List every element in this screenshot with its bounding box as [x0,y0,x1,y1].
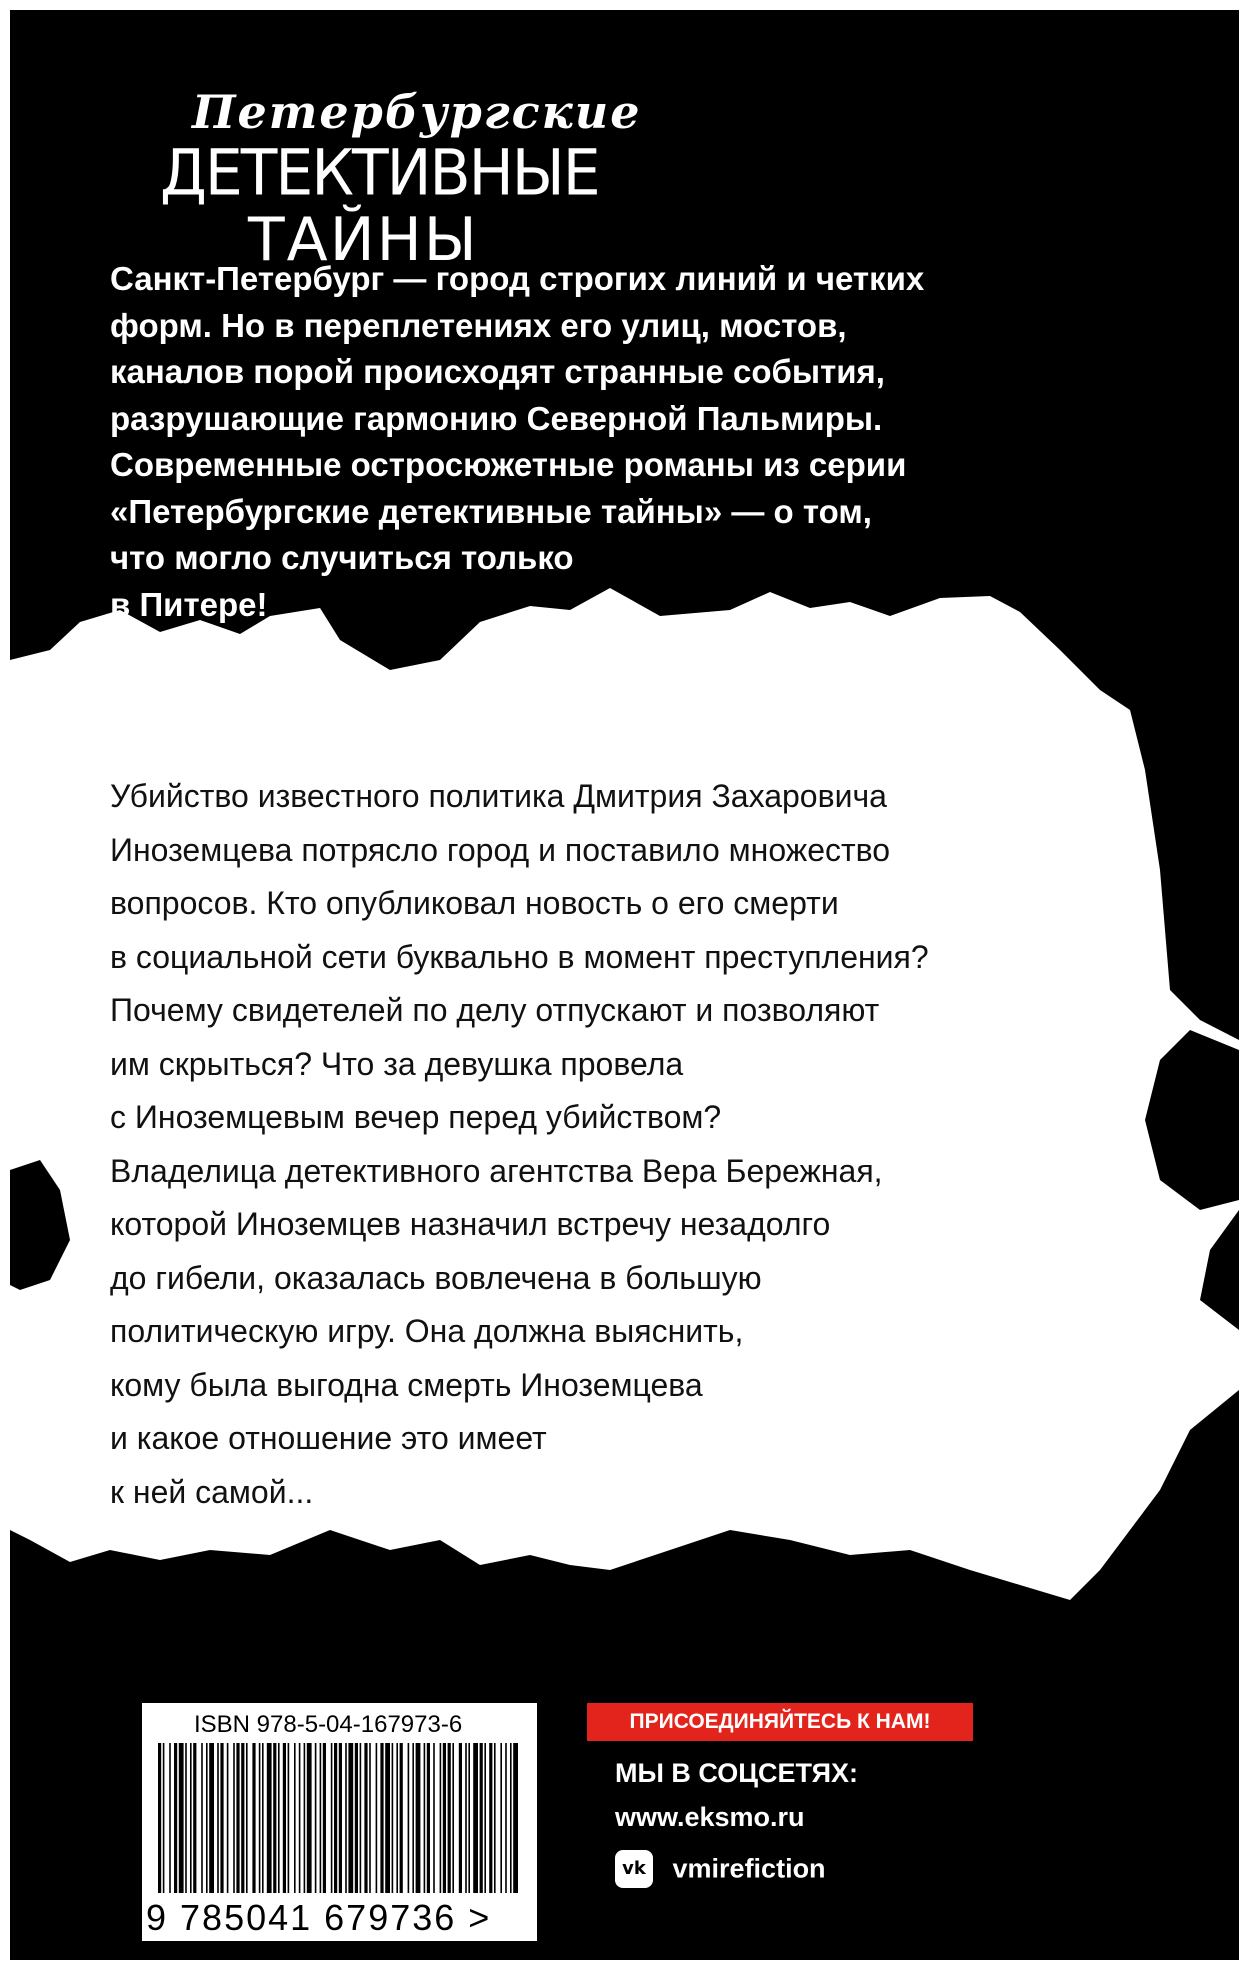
series-text-line: разрушающие гармонию Северной Пальмиры. [110,399,883,437]
vk-handle: vmirefiction [672,1853,826,1884]
barcode-icon [156,1743,524,1893]
annotation-line: Убийство известного политика Дмитрия Захаровича [110,778,887,814]
barcode-panel [142,1703,537,1941]
barcode-digits: 9 785041 679736 > [146,1897,492,1938]
annotation-line: которой Иноземцев назначил встречу незадолго [110,1206,831,1242]
logo-line-1: Петербургские [192,85,642,139]
logo-line-3: ТАЙНЫ [248,205,479,275]
isbn-label: ISBN 978-5-04-167973-6 [194,1711,463,1738]
annotation-line: до гибели, оказалась вовлечена в большую [110,1259,762,1296]
annotation-line: кому была выгодна смерть Иноземцева [110,1366,703,1403]
book-annotation [110,770,1090,1519]
annotation-line: вопросов. Кто опубликовал новость о его смерти [110,885,839,921]
series-description [110,256,1070,628]
series-text-line: Санкт-Петербург — город строгих линий и четких [110,260,925,297]
annotation-line: и какое отношение это имеет [110,1420,547,1456]
series-text-line: форм. Но в переплетениях его улиц, мостов, [110,306,847,344]
series-text-line: что могло случиться только [110,539,574,576]
annotation-line: политическую игру. Она должна выяснить, [110,1313,744,1349]
annotation-line: им скрыться? Что за девушка провела [110,1045,684,1082]
vk-link[interactable] [615,1850,826,1888]
annotation-line: Почему свидетелей по делу отпускают и позволяют [110,992,880,1028]
series-text-line: «Петербургские детективные тайны» — о том, [110,492,872,530]
annotation-line: Иноземцева потрясло город и поставило множество [110,831,891,868]
join-us-badge: ПРИСОЕДИНЯЙТЕСЬ К НАМ! [587,1703,973,1741]
book-back-cover [10,10,1239,1960]
annotation-line: к ней самой... [110,1473,314,1510]
series-text-line: Современные остросюжетные романы из серии [110,446,907,483]
site-link[interactable]: www.eksmo.ru [615,1802,805,1832]
annotation-line: Владелица детективного агентства Вера Бережная, [110,1152,883,1189]
annotation-line: с Иноземцевым вечер перед убийством? [110,1099,722,1135]
series-text-line: каналов порой происходят странные события, [110,353,885,390]
series-text-line: в Питере! [110,585,268,623]
logo-line-2: ДЕТЕКТИВНЫЕ [160,137,599,211]
social-title: МЫ В СОЦСЕТЯХ: [615,1758,859,1788]
vk-icon: vk [615,1850,653,1888]
annotation-line: в социальной сети буквально в момент преступления? [110,938,929,975]
